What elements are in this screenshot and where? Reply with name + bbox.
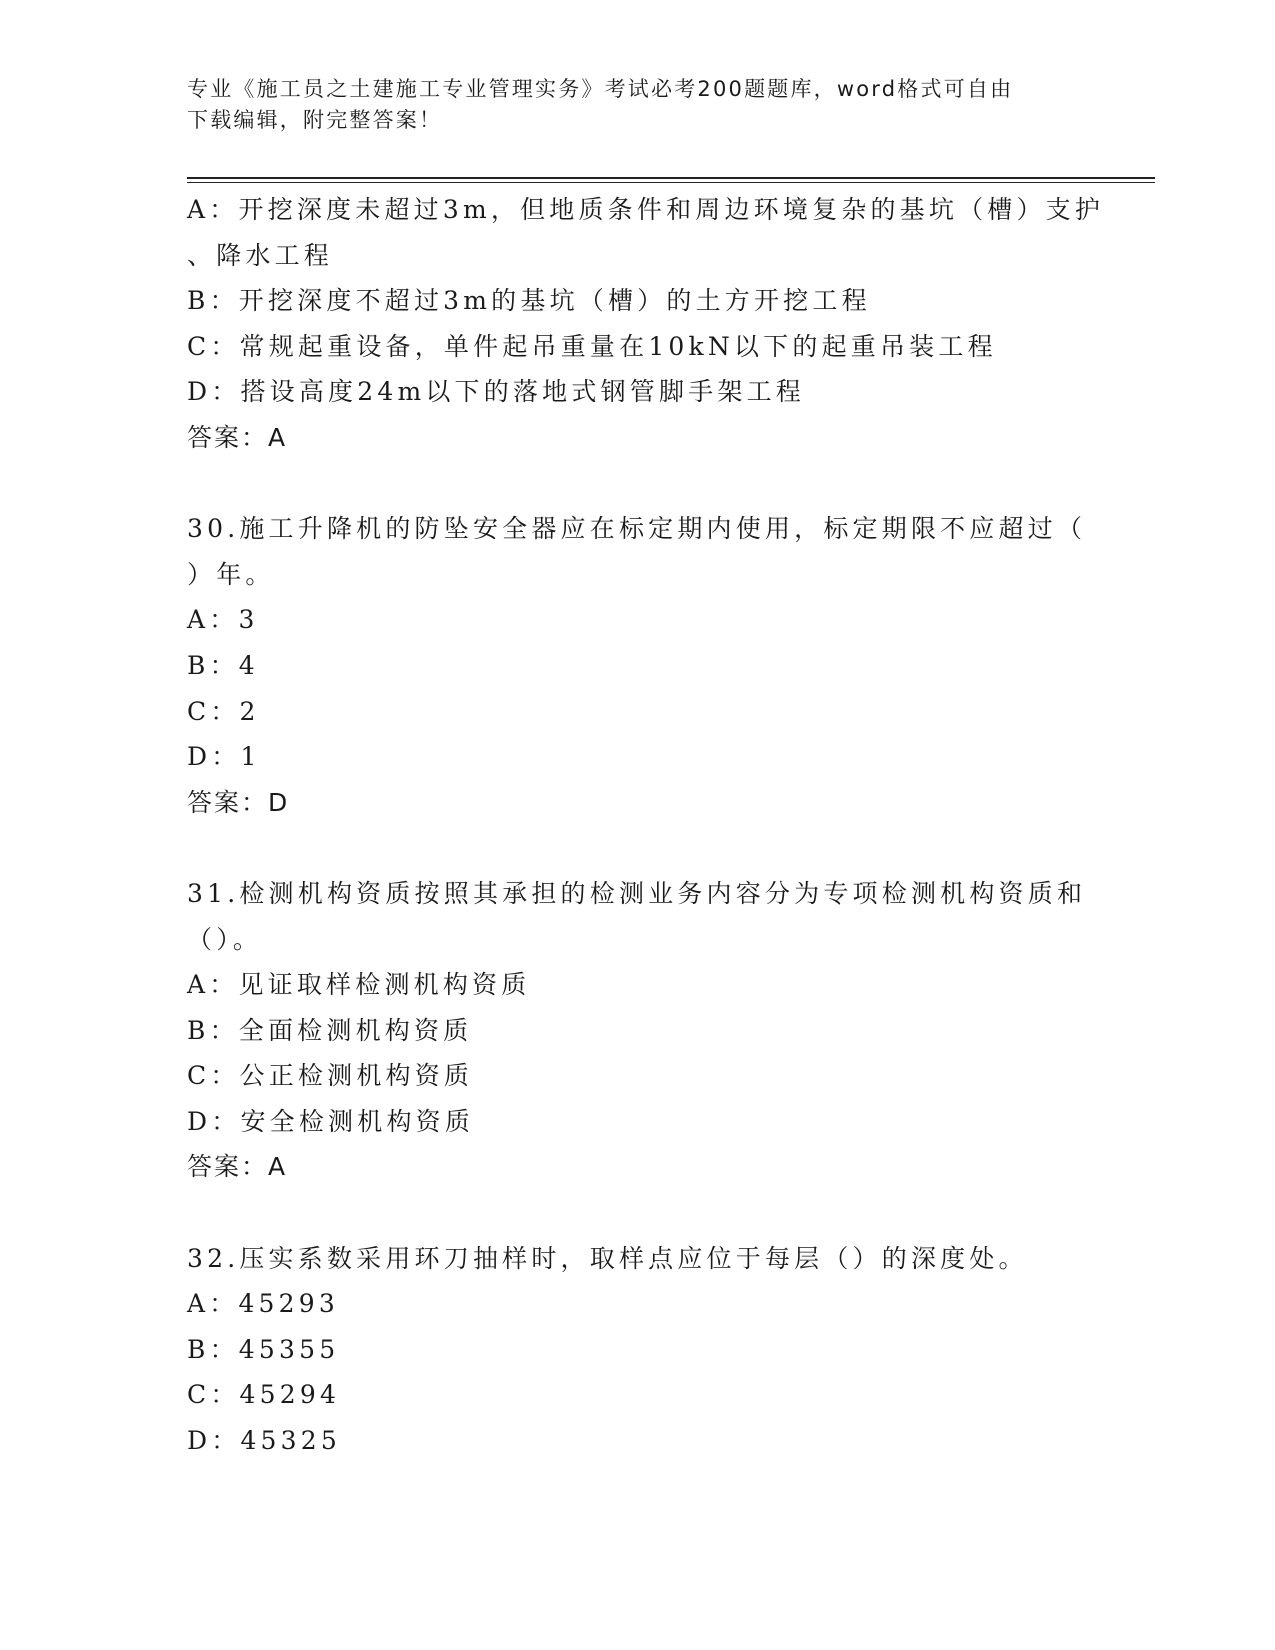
option-b: B：4 xyxy=(187,650,259,680)
question-stem-line-2: ）年。 xyxy=(187,559,275,589)
spacer xyxy=(187,825,1087,871)
header-rule-thick xyxy=(187,177,1155,179)
answer-line: 答案：A xyxy=(187,422,288,452)
option-a: A：3 xyxy=(187,605,259,635)
question-list xyxy=(187,187,1105,1464)
option-c: C：45294 xyxy=(187,1380,341,1410)
option-c: C：常规起重设备，单件起吊重量在10kN以下的起重吊装工程 xyxy=(187,331,997,361)
option-c: C：公正检测机构资质 xyxy=(187,1061,474,1091)
option-b: B：开挖深度不超过3m的基坑（槽）的土方开挖工程 xyxy=(187,286,871,316)
question-stem-line-1: 30.施工升降机的防坠安全器应在标定期内使用，标定期限不应超过（ xyxy=(187,514,1087,544)
option-a-line-2: 、降水工程 xyxy=(187,240,334,270)
option-c: C：2 xyxy=(187,696,260,726)
question-stem-line-1: 32.压实系数采用环刀抽样时，取样点应位于每层（）的深度处。 xyxy=(187,1243,1028,1273)
question-32 xyxy=(187,1236,1087,1464)
header-rule-thin xyxy=(187,182,1155,183)
option-a: A：45293 xyxy=(187,1289,339,1319)
option-d: D：安全检测机构资质 xyxy=(187,1106,475,1136)
spacer xyxy=(187,461,1087,507)
option-a: A：见证取样检测机构资质 xyxy=(187,970,531,1000)
option-d: D：45325 xyxy=(187,1426,341,1456)
question-31 xyxy=(187,871,1087,1190)
option-a-line-1: A：开挖深度未超过3m，但地质条件和周边环境复杂的基坑（槽）支护 xyxy=(187,195,1105,224)
option-b: B：全面检测机构资质 xyxy=(187,1015,473,1045)
option-d: D：搭设高度24m以下的落地式钢管脚手架工程 xyxy=(187,377,805,407)
document-header xyxy=(187,74,1067,136)
header-line-2: 下载编辑，附完整答案！ xyxy=(187,108,443,132)
question-stem-line-2: （）。 xyxy=(187,924,263,954)
option-b: B：45355 xyxy=(187,1334,340,1364)
question-30 xyxy=(187,506,1087,825)
spacer xyxy=(187,1190,1087,1236)
answer-line: 答案：A xyxy=(187,1152,288,1182)
prev-question-block xyxy=(187,187,1105,461)
answer-line: 答案：D xyxy=(187,787,290,817)
option-d: D：1 xyxy=(187,742,261,772)
question-stem-line-1: 31.检测机构资质按照其承担的检测业务内容分为专项检测机构资质和 xyxy=(187,878,1087,908)
header-line-1: 专业《施工员之土建施工专业管理实务》考试必考200题题库，word格式可自由 xyxy=(187,77,1014,101)
